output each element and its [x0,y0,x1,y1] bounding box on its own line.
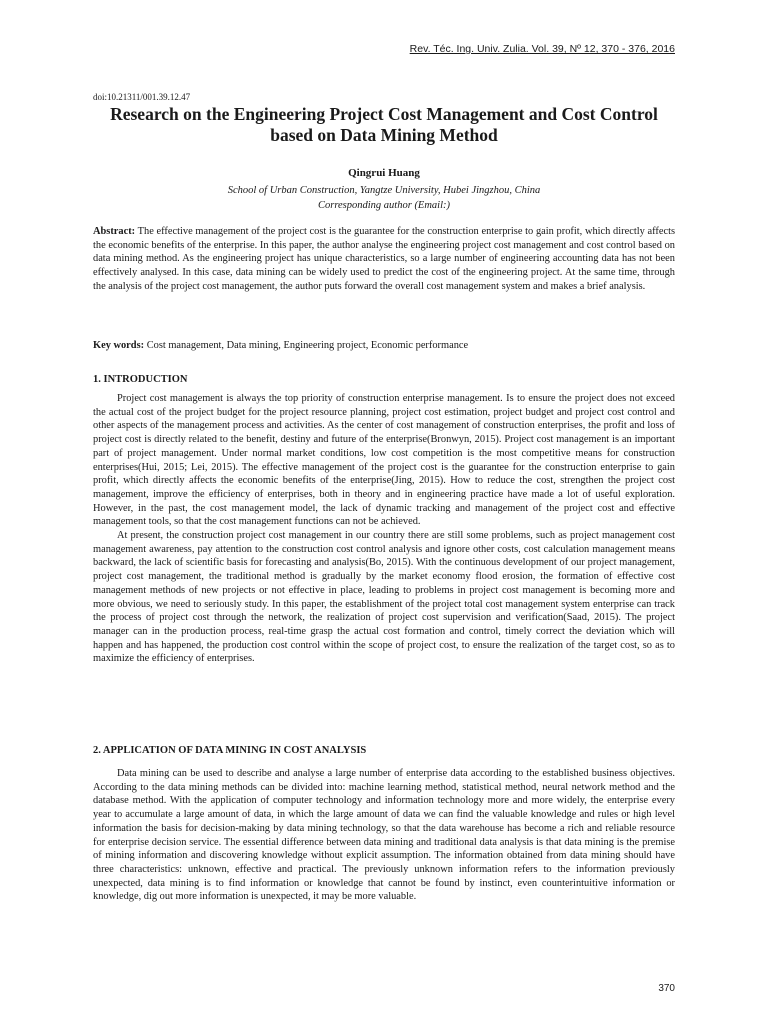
abstract-label: Abstract: [93,226,136,237]
abstract [93,225,675,294]
keywords [93,339,675,353]
doi: doi:10.21311/001.39.12.47 [93,92,191,102]
section-body-data-mining [93,767,675,904]
section-body-introduction [93,392,675,666]
journal-reference: Rev. Téc. Ing. Univ. Zulia. Vol. 39, Nº 12, 370 - 376, 2016 [409,43,675,55]
section-heading-introduction: 1. INTRODUCTION [93,374,188,385]
paragraph: Project cost management is always the top priority of construction enterprise management. Is to ensure the project does not exceed the actual cost of the project budget for the project resource planning, project cost estimation, project budget and project cost control and other aspects of the management process and activities. As the center of cost management of construction enterprises, the profit and loss of project cost is directly related to the benefit, destiny and future of the enterprise(Bronwyn, 2015). Project cost management is an important part of project management. Under normal market conditions, low cost competition is the most competitive means for construction enterprises(Hui, 2015; Lei, 2015). The effective management of the project cost is the guarantee for the construction enterprise to gain profit, which directly affects the economic benefits of the enterprise(Jing, 2015). How to reduce the cost, strengthen the project cost management, improve the efficiency of enterprises, both in theory and in engineering practice have made a lot of useful exploration. However, in the past, the cost management model, the lack of dynamic tracking and management of the project cost and effective management tools, so that the cost management functions can not be achieved. [93,393,675,528]
corresponding-author: Corresponding author (Email:) [317,200,451,211]
paper-title: Research on the Engineering Project Cost Management and Cost Control based on Data Mining Method [110,104,658,145]
section-heading-data-mining: 2. APPLICATION OF DATA MINING IN COST ANALYSIS [93,745,367,756]
keywords-label: Key words: [93,340,145,351]
affiliation: School of Urban Construction, Yangtze University, Hubei Jingzhou, China [227,185,541,196]
paragraph: At present, the construction project cost management in our country there are still some problems, such as project management cost management awareness, pay attention to the construction cost control analysis and ignore other costs, cost calculation management means backward, the lack of scientific basis for forecasting and analysis(Bo, 2015). With the continuous development of our project management, project cost management, the traditional method is gradually by the market economy flood erosion, the formation of effective cost management methods of new projects or not effective in place, leading to problems in project cost management is becoming more and more obvious, we need to seriously study. In this paper, the establishment of the project total cost management system enterprise can track the process of project cost through the network, the realization of project cost supervision and verification(Saad, 2015). The project manager can in the production process, real-time grasp the actual cost formation and control, timely correct the deviation which will happen and has happened, the production cost control within the scope of project cost, to ensure the realization of the target cost, so as to maximize the efficiency of enterprises. [93,530,675,665]
page-number: 370 [658,983,675,994]
author-name: Qingrui Huang [348,167,420,179]
abstract-text: The effective management of the project cost is the guarantee for the construction enterprise to gain profit, which directly affects the economic benefits of the enterprise. In this paper, the author analyse the engineering project cost management and cost control based on data mining method. As the engineering project has unique characteristics, so a large number of engineering accounting data has not been effectively analysed. In this case, data mining can be widely used to predict the cost of the engineering project. At the same time, through the analysis of the project cost management, the author puts forward the overall cost management system and makes a brief analysis. [93,226,675,292]
paragraph: Data mining can be used to describe and analyse a large number of enterprise data according to the established business objectives. According to the data mining methods can be divided into: machine learning method, statistical method, neural network method and the database method. With the application of computer technology and information technology more and more widely, the enterprise every year to accumulate a large amount of data, in which the large amount of data we can find the valuable knowledge and rules or high level information the basis for decision-making by data mining technology, so that the data warehouse has become a rich and reliable resource for enterprise decision service. The essential difference between data mining and traditional data analysis is that data mining is the premise of mining information and discovering knowledge without explicit assumption. The information obtained from data mining should have three characteristics: unknown, effective and practical. The previously unknown information refers to the information previously unexpected, data mining is to find information or knowledge that cannot be found by instinct, even counterintuitive information or knowledge, dig out more information is unexpected, it may be more valuable. [93,768,675,903]
keywords-text: Cost management, Data mining, Engineering project, Economic performance [144,340,469,351]
